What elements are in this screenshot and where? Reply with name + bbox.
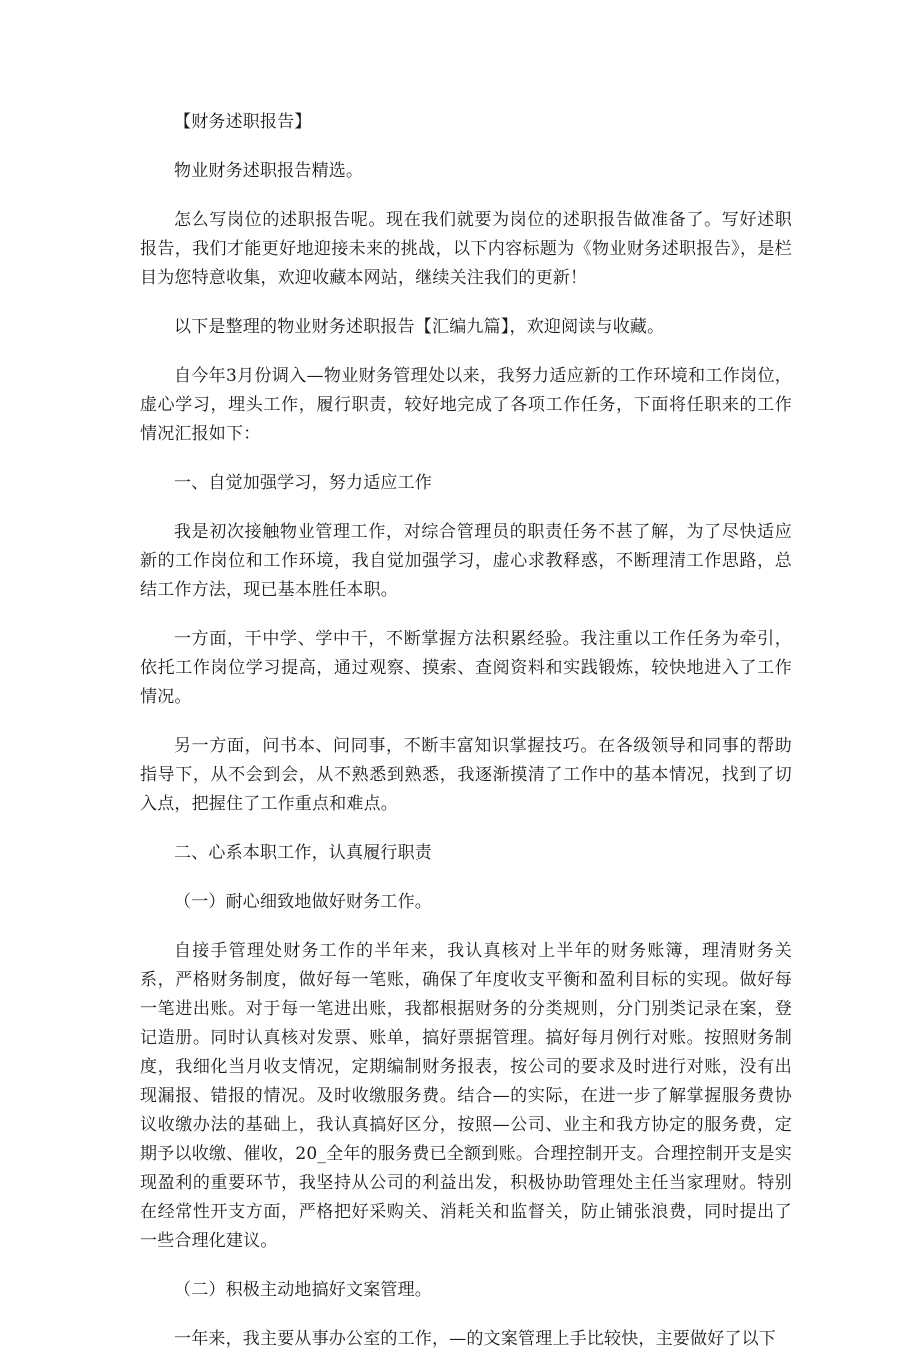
document-title: 【财务述职报告】 [174,112,312,132]
paragraph-collection: 以下是整理的物业财务述职报告【汇编九篇】，欢迎阅读与收藏。 [174,317,665,337]
subsection-heading-2: （二）积极主动地搞好文案管理。 [174,1280,432,1300]
paragraph-intro: 怎么写岗位的述职报告呢。现在我们就要为岗位的述职报告做准备了。写好述职报告，我们才能更好地迎接未来的挑战，以下内容标题为《物业财务述职报告》，是栏目为您特意收集，欢迎收藏本网站，继续关注我们的更新！ [140,210,792,288]
section-heading-1: 一、自觉加强学习，努力适应工作 [174,473,432,493]
paragraph-learning: 我是初次接触物业管理工作，对综合管理员的职责任务不甚了解，为了尽快适应新的工作岗位和工作环境，我自觉加强学习，虚心求教释惑，不断理清工作思路，总结工作方法，现已基本胜任本职。 [140,522,792,600]
paragraph-opening: 自今年3月份调入—物业财务管理处以来，我努力适应新的工作环境和工作岗位，虚心学习，埋头工作，履行职责，较好地完成了各项工作任务，下面将任职来的工作情况汇报如下： [140,366,792,444]
paragraph-knowledge: 另一方面，问书本、问同事，不断丰富知识掌握技巧。在各级领导和同事的帮助指导下，从不会到会，从不熟悉到熟悉，我逐渐摸清了工作中的基本情况，找到了切入点，把握住了工作重点和难点。 [140,736,792,814]
section-heading-2: 二、心系本职工作，认真履行职责 [174,843,432,863]
paragraph-document-management: 一年来，我主要从事办公室的工作，—的文案管理上手比较快，主要做好了以下 [174,1329,776,1349]
paragraph-finance-work: 自接手管理处财务工作的半年来，我认真核对上半年的财务账簿，理清财务关系，严格财务制度，做好每一笔账，确保了年度收支平衡和盈利目标的实现。做好每一笔进出账。对于每一笔进出账，我都根据财务的分类规则，分门别类记录在案，登记造册。同时认真核对发票、账单，搞好票据管理。搞好每月例行对账。按照财务制度，我细化当月收支情况，定期编制财务报表，按公司的要求及时进行对账，没有出现漏报、错报的情况。及时收缴服务费。结合—的实际，在进一步了解掌握服务费协议收缴办法的基础上，我认真搞好区分，按照—公司、业主和我方协定的服务费，定期予以收缴、催收，20_全年的服务费已全额到账。合理控制开支。合理控制开支是实现盈利的重要环节，我坚持从公司的利益出发，积极协助管理处主任当家理财。特别在经常性开支方面，严格把好采购关、消耗关和监督关，防止铺张浪费，同时提出了一些合理化建议。 [140,941,792,1251]
subsection-heading-1: （一）耐心细致地做好财务工作。 [174,892,432,912]
document-subtitle: 物业财务述职报告精选。 [174,161,364,181]
paragraph-practice: 一方面，干中学、学中干，不断掌握方法积累经验。我注重以工作任务为牵引，依托工作岗位学习提高，通过观察、摸索、查阅资料和实践锻炼，较快地进入了工作情况。 [140,629,792,707]
document-body [140,108,792,1354]
